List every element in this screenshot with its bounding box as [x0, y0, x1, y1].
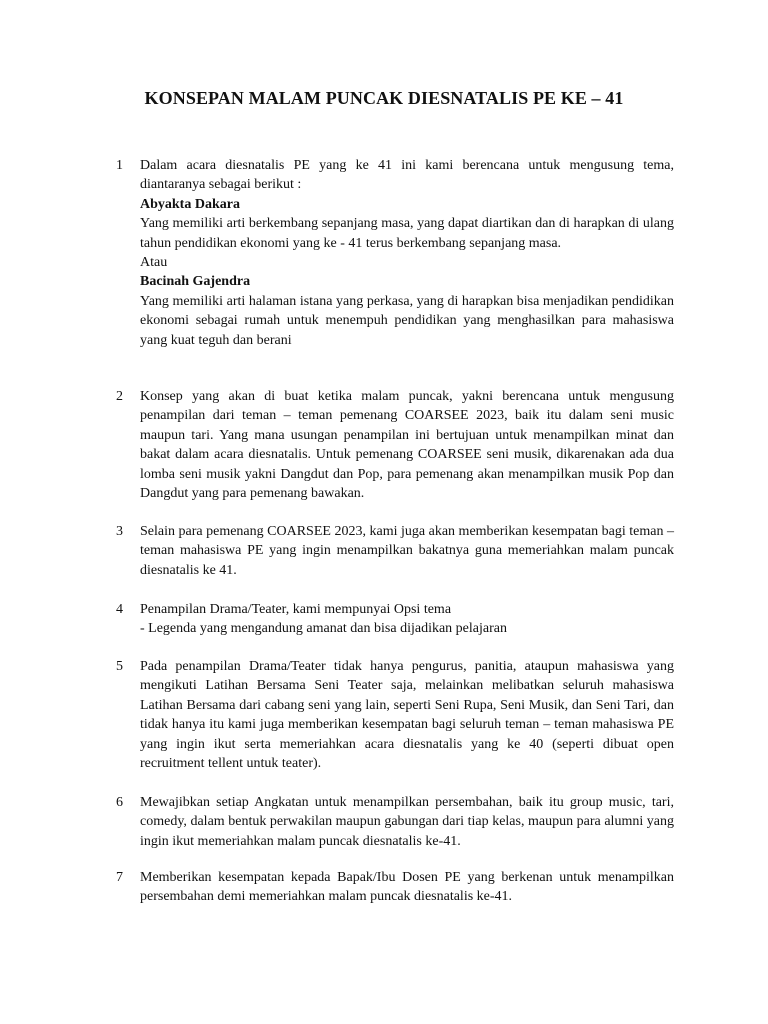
list-item — [116, 657, 674, 773]
item-text: Penampilan Drama/Teater, kami mempunyai Opsi tema — [140, 602, 452, 617]
theme-option-desc: Yang memiliki arti berkembang sepanjang masa, yang dapat diartikan dan di harapkan di ulang tahun pendidikan ekonomi yang ke - 41 terus berkembang sepanjang masa. — [140, 216, 674, 251]
list-item — [116, 793, 674, 851]
theme-option-title: Abyakta Dakara — [140, 196, 240, 212]
list-item — [116, 600, 674, 639]
list-number: 5 — [116, 659, 123, 674]
item-text: Konsep yang akan di buat ketika malam puncak, yakni berencana untuk mengusung penampilan dari teman – teman pemenang COARSEE 2023, baik itu dalam seni music maupun tari. Yang mana usungan penampilan ini bertujuan untuk menampilkan minat dan bakat dalam acara diesnatalis. Untuk pemenang COARSEE seni musik, dikarenakan ada dua lomba seni musik yakni Dangdut dan Pop, para pemenang akan menampilkan musik Pop dan Dangdut yang para pemenang bawakan. — [140, 389, 674, 502]
item-sub-text: - Legenda yang mengandung amanat dan bisa dijadikan pelajaran — [140, 621, 507, 637]
list-item — [116, 522, 674, 580]
item-intro: Dalam acara diesnatalis PE yang ke 41 ini kami berencana untuk mengusung tema, diantaranya sebagai berikut : — [140, 158, 674, 193]
list-number: 4 — [116, 602, 123, 617]
list-number: 7 — [116, 870, 123, 885]
list-item — [116, 156, 674, 350]
item-text: Pada penampilan Drama/Teater tidak hanya pengurus, panitia, ataupun mahasiswa yang mengikuti Latihan Bersama Seni Teater saja, melainkan melibatkan seluruh mahasiswa Latihan Bersama dari cabang seni yang lain, seperti Seni Rupa, Seni Musik, dan Seni Tari, dan tidak hanya itu kami juga memberikan kesempatan bagi seluruh teman – teman mahasiswa PE yang ingin ikut serta memeriahkan acara diesnatalis yang ke 40 (seperti dibuat open recruitment tellent untuk teater). — [140, 659, 674, 772]
list-number: 1 — [116, 158, 123, 173]
list-number: 3 — [116, 524, 123, 539]
list-item — [116, 868, 674, 907]
list-number: 2 — [116, 389, 123, 404]
theme-option-title: Bacinah Gajendra — [140, 274, 251, 290]
or-text: Atau — [140, 255, 168, 271]
document-title: KONSEPAN MALAM PUNCAK DIESNATALIS PE KE – 41 — [144, 88, 624, 108]
item-text: Mewajibkan setiap Angkatan untuk menampilkan persembahan, baik itu group music, tari, comedy, dalam bentuk perwakilan maupun gabungan dari tiap kelas, maupun para alumni yang ingin ikut memeriahkan malam puncak diesnatalis ke-41. — [140, 795, 674, 849]
list-item — [116, 387, 674, 503]
item-text: Memberikan kesempatan kepada Bapak/Ibu Dosen PE yang berkenan untuk menampilkan persembahan demi memeriahkan malam puncak diesnatalis ke-41. — [140, 870, 674, 905]
theme-option-desc: Yang memiliki arti halaman istana yang perkasa, yang di harapkan bisa menjadikan pendidikan ekonomi sebagai rumah untuk menempuh pendidikan yang menghasilkan para mahasiswa yang kuat teguh dan berani — [140, 293, 674, 348]
list-number: 6 — [116, 795, 123, 810]
item-text: Selain para pemenang COARSEE 2023, kami juga akan memberikan kesempatan bagi teman – teman mahasiswa PE yang ingin menampilkan bakatnya guna memeriahkan malam puncak diesnatalis ke 41. — [140, 524, 674, 578]
